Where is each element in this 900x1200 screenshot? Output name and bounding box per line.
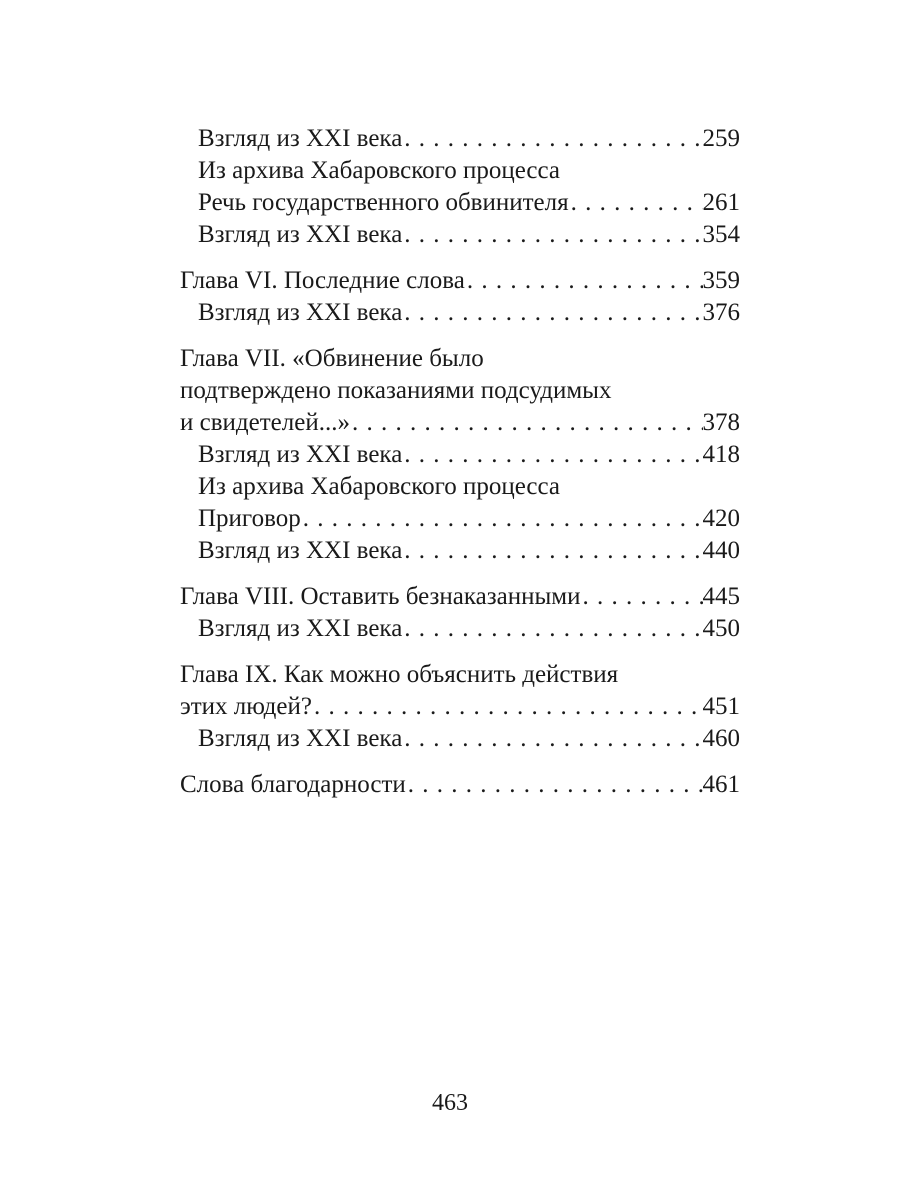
toc-entry bbox=[180, 581, 740, 613]
toc-entry-title: Взгляд из XXI века bbox=[198, 125, 403, 152]
toc-entry-page-number: 420 bbox=[702, 505, 740, 532]
toc-entry-page-number: 261 bbox=[702, 189, 740, 216]
toc-subentry bbox=[180, 297, 740, 329]
toc-entry-page-number: 440 bbox=[702, 537, 740, 564]
toc-entry-title: Взгляд из XXI века bbox=[198, 725, 403, 752]
toc-section bbox=[180, 343, 740, 567]
dot-leader bbox=[402, 123, 702, 155]
dot-leader bbox=[406, 769, 703, 801]
toc-entry bbox=[180, 407, 740, 439]
toc-section bbox=[180, 769, 740, 801]
toc-entry-title: Взгляд из XXI века bbox=[198, 441, 403, 468]
dot-leader bbox=[402, 723, 702, 755]
toc-entry-page-number: 359 bbox=[702, 267, 740, 294]
toc-subentry bbox=[180, 503, 740, 535]
toc-subentry bbox=[180, 535, 740, 567]
toc-entry-title: Речь государственного обвинителя bbox=[198, 189, 569, 216]
toc-entry-page-number: 378 bbox=[702, 409, 740, 436]
dot-leader bbox=[402, 219, 702, 251]
toc-entry-page-number: 460 bbox=[702, 725, 740, 752]
dot-leader bbox=[350, 407, 703, 439]
toc-entry bbox=[180, 769, 740, 801]
toc-title-line: подтверждено показаниями подсудимых bbox=[180, 377, 612, 404]
toc-section bbox=[180, 581, 740, 645]
dot-leader bbox=[402, 535, 702, 567]
toc-entry-page-number: 445 bbox=[702, 583, 740, 610]
toc-entry-title: Глава VI. Последние слова bbox=[180, 267, 465, 294]
toc-subentry bbox=[180, 723, 740, 755]
toc-entry-page-number: 418 bbox=[702, 441, 740, 468]
toc-title-line: Из архива Хабаровского процесса bbox=[198, 473, 561, 500]
toc-entry-title: Приговор bbox=[198, 505, 301, 532]
toc-entry-title: Глава VIII. Оставить безнаказанными bbox=[180, 583, 581, 610]
toc-subentry bbox=[180, 219, 740, 251]
dot-leader bbox=[402, 613, 702, 645]
dot-leader bbox=[402, 439, 702, 471]
toc-entry-title: Взгляд из XXI века bbox=[198, 615, 403, 642]
dot-leader bbox=[465, 265, 703, 297]
toc-subentry bbox=[180, 187, 740, 219]
toc-subentry bbox=[180, 613, 740, 645]
toc-subentry bbox=[180, 439, 740, 471]
toc-entry-page-number: 450 bbox=[702, 615, 740, 642]
dot-leader bbox=[301, 503, 703, 535]
toc-entry bbox=[180, 691, 740, 723]
toc-title-line: Глава IX. Как можно объяснить действия bbox=[180, 661, 619, 688]
toc-entry-title: и свидетелей...» bbox=[180, 409, 350, 436]
toc-title-line: Из архива Хабаровского процесса bbox=[198, 157, 561, 184]
toc-entry-title: Слова благодарности bbox=[180, 771, 406, 798]
page-number: 463 bbox=[432, 1090, 468, 1116]
toc-entry-page-number: 451 bbox=[702, 693, 740, 720]
dot-leader bbox=[402, 297, 702, 329]
dot-leader bbox=[312, 691, 703, 723]
toc-section bbox=[180, 265, 740, 329]
toc-entry-title: Взгляд из XXI века bbox=[198, 299, 403, 326]
toc-entry-page-number: 461 bbox=[702, 771, 740, 798]
toc-entry bbox=[180, 265, 740, 297]
toc-entry-page-number: 259 bbox=[702, 125, 740, 152]
toc-entry-page-number: 376 bbox=[702, 299, 740, 326]
toc-section bbox=[180, 659, 740, 755]
toc-entry-title: Взгляд из XXI века bbox=[198, 221, 403, 248]
toc-subentry bbox=[180, 123, 740, 155]
toc-entry-page-number: 354 bbox=[702, 221, 740, 248]
dot-leader bbox=[569, 187, 703, 219]
toc-entry-title: Взгляд из XXI века bbox=[198, 537, 403, 564]
table-of-contents bbox=[180, 123, 740, 801]
toc-entry-title: этих людей? bbox=[180, 693, 312, 720]
toc-section bbox=[180, 123, 740, 251]
dot-leader bbox=[580, 581, 702, 613]
toc-title-line: Глава VII. «Обвинение было bbox=[180, 345, 484, 372]
